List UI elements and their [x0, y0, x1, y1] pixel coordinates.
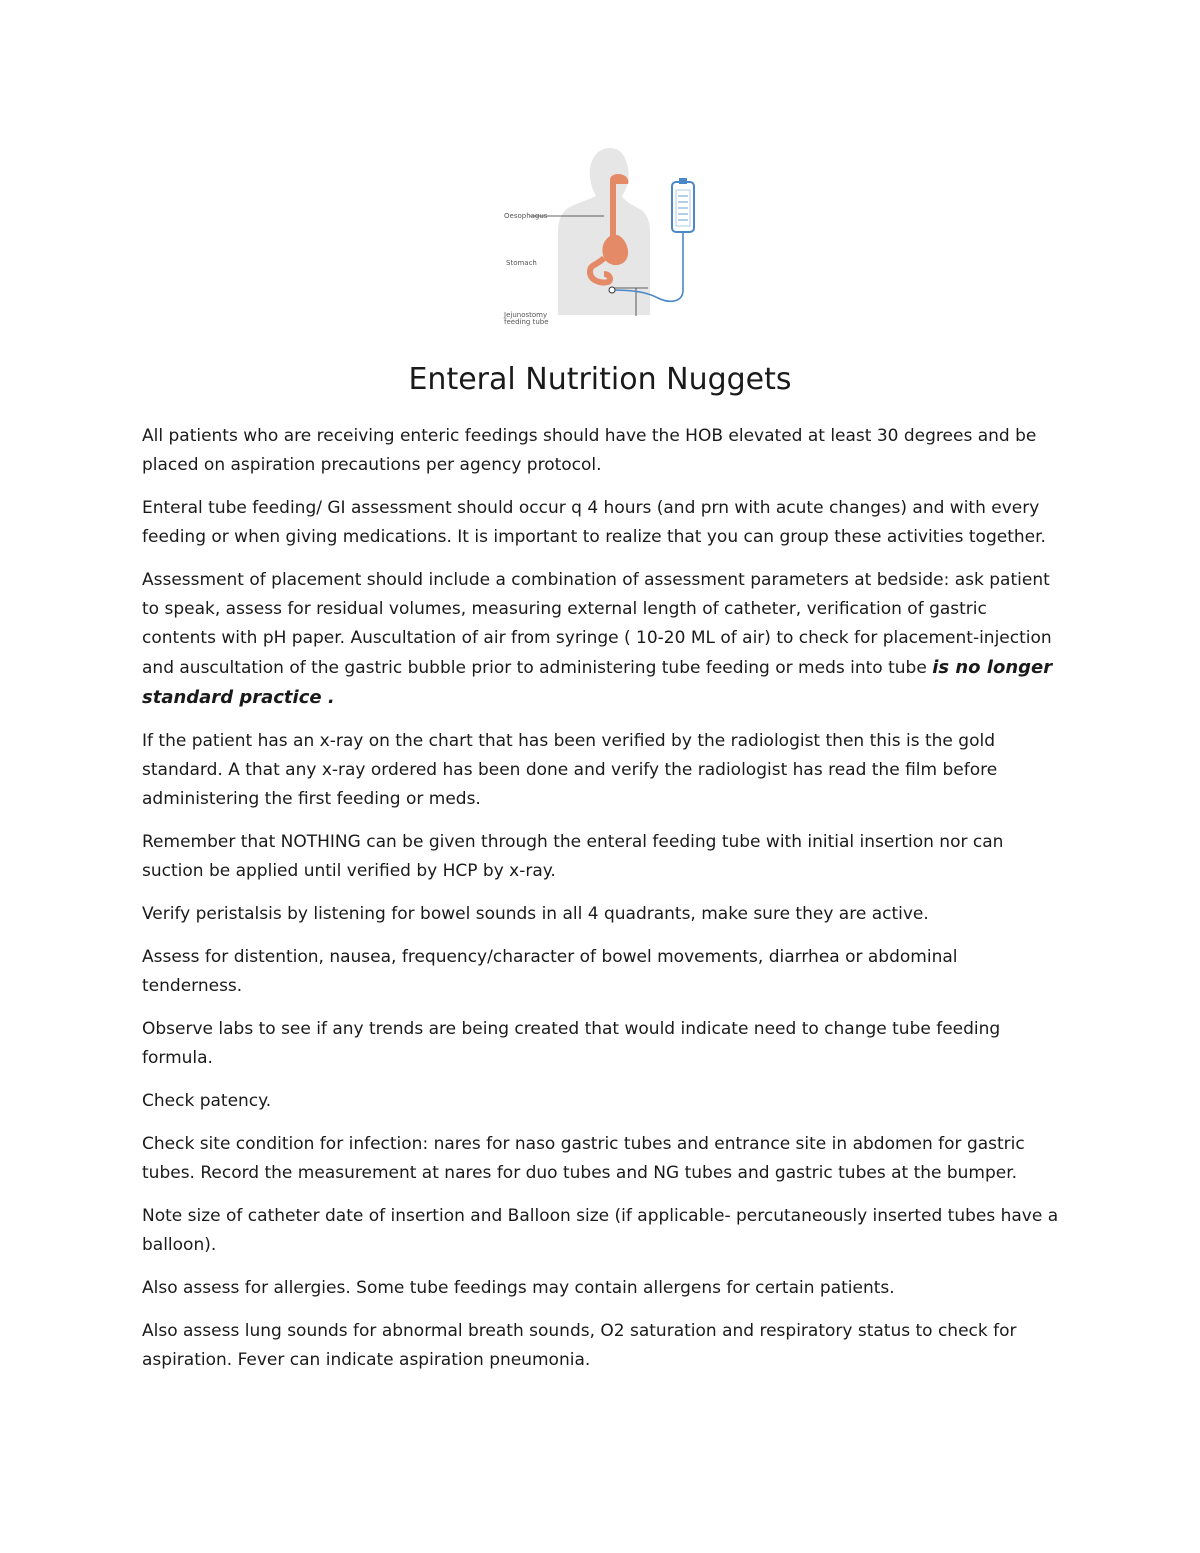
anatomy-diagram	[500, 140, 700, 340]
document-body	[142, 422, 1062, 1389]
paragraph-peristalsis: Verify peristalsis by listening for bowel sounds in all 4 quadrants, make sure they are active.	[142, 904, 929, 924]
placement-emphasis: is no longer standard practice	[142, 657, 1053, 708]
placement-text: Assessment of placement should include a combination of assessment parameters at bedside: ask patient to speak, assess for residual volumes, measuring external length of catheter, verification of gastric contents with pH paper. Auscultation of air from syringe ( 10-20 ML of air) to check for placement-injection and auscultation of the gastric bubble prior to administering tube feeding or meds into tube	[142, 570, 1052, 678]
paragraph-placement	[142, 566, 1062, 713]
paragraph-patency: Check patency.	[142, 1091, 272, 1111]
paragraph-labs: Observe labs to see if any trends are being created that would indicate need to change tube feeding formula.	[142, 1019, 1001, 1068]
paragraph-site-condition: Check site condition for infection: nares for naso gastric tubes and entrance site in abdomen for gastric tubes. Record the measurement at nares for duo tubes and NG tubes and gastric tubes at the bumper.	[142, 1134, 1025, 1183]
paragraph-xray: If the patient has an x-ray on the chart that has been verified by the radiologist then this is the gold standard. A that any x-ray ordered has been done and verify the radiologist has read the film before administering the first feeding or meds.	[142, 731, 998, 809]
figure-label-feeding-tube: Jejunostomy feeding tube	[504, 311, 549, 326]
paragraph-distention: Assess for distention, nausea, frequency/character of bowel movements, diarrhea or abdominal tenderness.	[142, 947, 958, 996]
figure-label-stomach: Stomach	[506, 259, 537, 267]
paragraph-allergies: Also assess for allergies. Some tube feedings may contain allergens for certain patients.	[142, 1278, 895, 1298]
page-title: Enteral Nutrition Nuggets	[408, 362, 792, 397]
figure-label-oesophagus: Oesophagus	[504, 212, 548, 220]
paragraph-nothing-given: Remember that NOTHING can be given through the enteral feeding tube with initial insertion nor can suction be applied until verified by HCP by x-ray.	[142, 832, 1004, 881]
paragraph-gi-assessment: Enteral tube feeding/ GI assessment should occur q 4 hours (and prn with acute changes) and with every feeding or when giving medications. It is important to realize that you can group these activities together.	[142, 498, 1046, 547]
paragraph-catheter-size: Note size of catheter date of insertion and Balloon size (if applicable- percutaneously inserted tubes have a balloon).	[142, 1206, 1059, 1255]
enteral-feeding-illustration	[500, 140, 700, 340]
paragraph-hob: All patients who are receiving enteric feedings should have the HOB elevated at least 30 degrees and be placed on aspiration precautions per agency protocol.	[142, 426, 1037, 475]
paragraph-lung-sounds: Also assess lung sounds for abnormal breath sounds, O2 saturation and respiratory status to check for aspiration. Fever can indicate aspiration pneumonia.	[142, 1321, 1017, 1370]
placement-tail: .	[321, 687, 335, 708]
